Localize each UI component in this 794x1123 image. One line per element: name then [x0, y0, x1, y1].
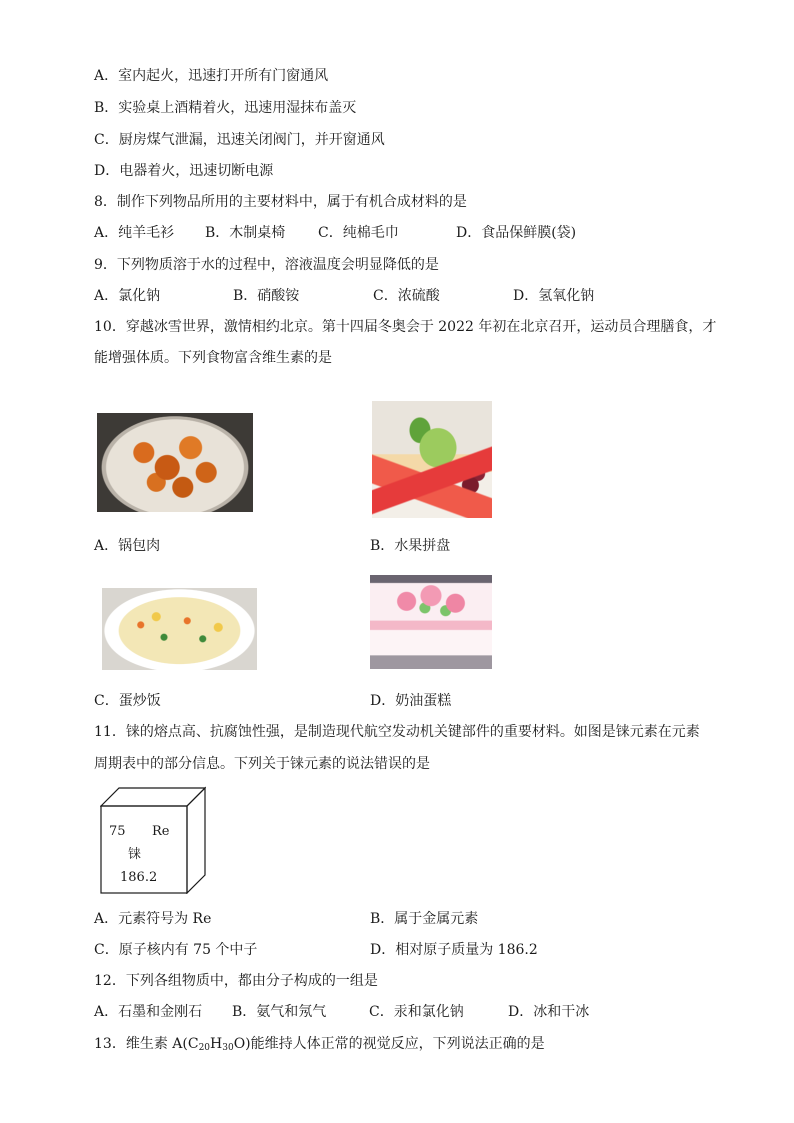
element-symbol: Re: [152, 824, 170, 839]
q8-option-b: B．木制桌椅: [205, 225, 286, 241]
q9-option-c: C．浓硫酸: [373, 288, 440, 304]
q10-stem-line1: 10．穿越冰雪世界，激情相约北京。第十四届冬奥会于 2022 年初在北京召开，运动员合理膳食，才: [94, 319, 717, 335]
q11-option-b: B．属于金属元素: [370, 911, 479, 927]
food-image-fruit-platter: [372, 401, 492, 518]
q11-option-c: C．原子核内有 75 个中子: [94, 942, 258, 958]
q7-option-b: B．实验桌上酒精着火，迅速用湿抹布盖灭: [94, 100, 357, 116]
q13-stem-before: 13．维生素 A(C: [94, 1036, 199, 1052]
q8-option-d: D．食品保鲜膜(袋): [456, 225, 577, 241]
q10-option-a: A．锅包肉: [94, 538, 161, 554]
q7-option-d: D．电器着火，迅速切断电源: [94, 163, 274, 179]
q10-option-c: C．蛋炒饭: [94, 693, 161, 709]
q10-stem-line2: 能增强体质。下列食物富含维生素的是: [94, 350, 332, 366]
atomic-mass: 186.2: [120, 870, 158, 885]
q11-option-a: A．元素符号为 Re: [94, 911, 212, 927]
q7-option-c: C．厨房煤气泄漏，迅速关闭阀门，并开窗通风: [94, 132, 385, 148]
q10-option-d: D．奶油蛋糕: [370, 693, 452, 709]
q12-option-b: B．氨气和氖气: [232, 1004, 327, 1020]
q8-option-c: C．纯棉毛巾: [318, 225, 399, 241]
q9-option-b: B．硝酸铵: [233, 288, 300, 304]
q13-stem: [94, 1034, 545, 1058]
element-name: 铼: [128, 847, 142, 862]
q9-stem: 9．下列物质溶于水的过程中，溶液温度会明显降低的是: [94, 257, 439, 273]
q8-stem: 8．制作下列物品所用的主要材料中，属于有机合成材料的是: [94, 194, 467, 210]
q11-stem-line1: 11．铼的熔点高、抗腐蚀性强，是制造现代航空发动机关键部件的重要材料。如图是铼元素在元素: [94, 724, 700, 740]
q12-stem: 12．下列各组物质中，都由分子构成的一组是: [94, 973, 378, 989]
q9-option-d: D．氢氧化钠: [513, 288, 595, 304]
q12-option-a: A．石墨和金刚石: [94, 1004, 203, 1020]
q10-option-b: B．水果拼盘: [370, 538, 451, 554]
atomic-number: 75: [109, 824, 126, 839]
q12-option-c: C．汞和氯化钠: [369, 1004, 464, 1020]
q9-option-a: A．氯化钠: [94, 288, 161, 304]
q13-subscript-carbon: 20: [198, 1043, 211, 1053]
q11-stem-line2: 周期表中的部分信息。下列关于铼元素的说法错误的是: [94, 756, 430, 772]
periodic-table-cell: [100, 786, 206, 894]
q13-subscript-hydrogen: 30: [222, 1043, 234, 1053]
food-image-egg-fried-rice: [102, 588, 257, 670]
q13-hydrogen: H: [210, 1036, 223, 1052]
food-image-guobaorou: [97, 413, 253, 512]
q13-stem-after: O)能维持人体正常的视觉反应，下列说法正确的是: [233, 1036, 545, 1052]
q11-option-d: D．相对原子质量为 186.2: [370, 942, 538, 958]
food-image-cream-cake: [370, 575, 492, 669]
q8-option-a: A．纯羊毛衫: [94, 225, 175, 241]
q12-option-d: D．冰和干冰: [508, 1004, 590, 1020]
q7-option-a: A．室内起火，迅速打开所有门窗通风: [94, 68, 329, 84]
